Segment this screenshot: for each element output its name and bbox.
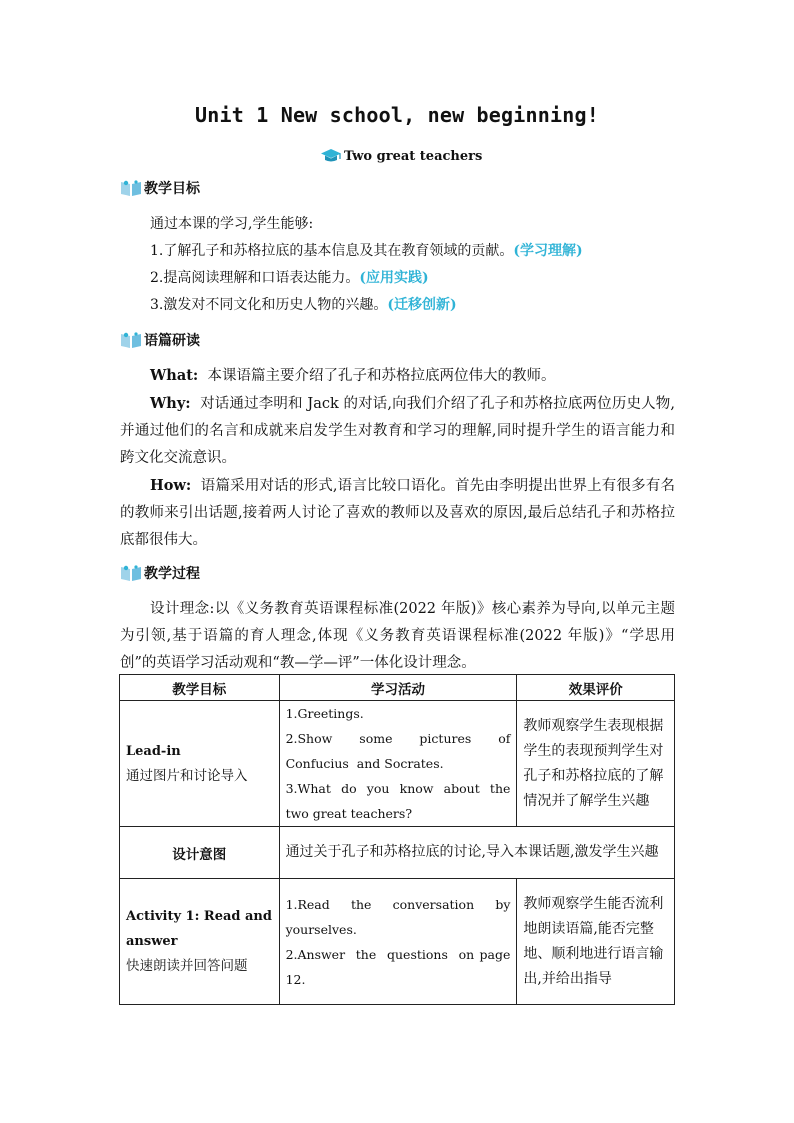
column-header: 教学目标	[120, 675, 280, 701]
section-heading-analysis: 语篇研读	[120, 330, 200, 350]
book-icon	[120, 564, 142, 582]
intent-label: 设计意图	[120, 827, 280, 879]
activity-cell: 1.Read the conversation by yourselves. 2.Answer the questions on page 12.	[279, 879, 517, 1005]
table-row	[120, 827, 675, 879]
book-icon	[120, 179, 142, 197]
goal-tag: (应用实践)	[359, 270, 429, 286]
goal-item: 3.激发对不同文化和历史人物的兴趣。(迁移创新)	[150, 297, 457, 313]
goal-tag: (学习理解)	[513, 243, 583, 259]
section-heading-goals: 教学目标	[120, 178, 200, 198]
goal-cell: Activity 1: Read and answer 快速朗读并回答问题	[120, 879, 280, 1005]
goal-cell: Lead-in 通过图片和讨论导入	[120, 701, 280, 827]
subtitle	[320, 148, 482, 164]
activity-cell: 1.Greetings. 2.Show some pictures of Confucius and Socrates. 3.What do you know about the two great teachers?	[279, 701, 517, 827]
table-header-row	[120, 675, 675, 701]
why-paragraph: Why: 对话通过李明和 Jack 的对话,向我们介绍了孔子和苏格拉底两位历史人物,并通过他们的名言和成就来启发学生对教育和学习的理解,同时提升学生的语言能力和跨文化交流意识。	[120, 395, 675, 466]
column-header: 效果评价	[517, 675, 675, 701]
table-row	[120, 701, 675, 827]
book-icon	[120, 331, 142, 349]
goal-item: 1.了解孔子和苏格拉底的基本信息及其在教育领域的贡献。(学习理解)	[150, 243, 583, 259]
evaluation-cell: 教师观察学生能否流利地朗读语篇,能否完整地、顺利地进行语言输出,并给出指导	[517, 879, 675, 1005]
goals-intro: 通过本课的学习,学生能够:	[150, 216, 314, 232]
column-header: 学习活动	[279, 675, 517, 701]
table-row	[120, 879, 675, 1005]
analysis-paragraphs	[120, 362, 675, 554]
how-paragraph: How: 语篇采用对话的形式,语言比较口语化。首先由李明提出世界上有很多有名的教师来引出话题,接着两人讨论了喜欢的教师以及喜欢的原因,最后总结孔子和苏格拉底都很伟大。	[120, 477, 676, 548]
intent-text: 通过关于孔子和苏格拉底的讨论,导入本课话题,激发学生兴趣	[279, 827, 674, 879]
section-heading-process: 教学过程	[120, 563, 200, 583]
design-concept: 设计理念:以《义务教育英语课程标准(2022 年版)》核心素养为导向,以单元主题为引领,基于语篇的育人理念,体现《义务教育英语课程标准(2022 年版)》“学思用创”的英语学习活动观和“教—学—评”一体化设计理念。	[120, 601, 675, 671]
evaluation-cell: 教师观察学生表现根据学生的表现预判学生对孔子和苏格拉底的了解情况并了解学生兴趣	[517, 701, 675, 827]
goal-tag: (迁移创新)	[387, 297, 457, 313]
subtitle-text: Two great teachers	[344, 148, 483, 164]
what-paragraph: What: 本课语篇主要介绍了孔子和苏格拉底两位伟大的教师。	[150, 367, 556, 384]
lesson-table	[119, 674, 675, 1005]
graduation-cap-icon	[320, 148, 342, 164]
page-title: Unit 1 New school, new beginning!	[195, 103, 599, 127]
goal-item: 2.提高阅读理解和口语表达能力。(应用实践)	[150, 270, 429, 286]
